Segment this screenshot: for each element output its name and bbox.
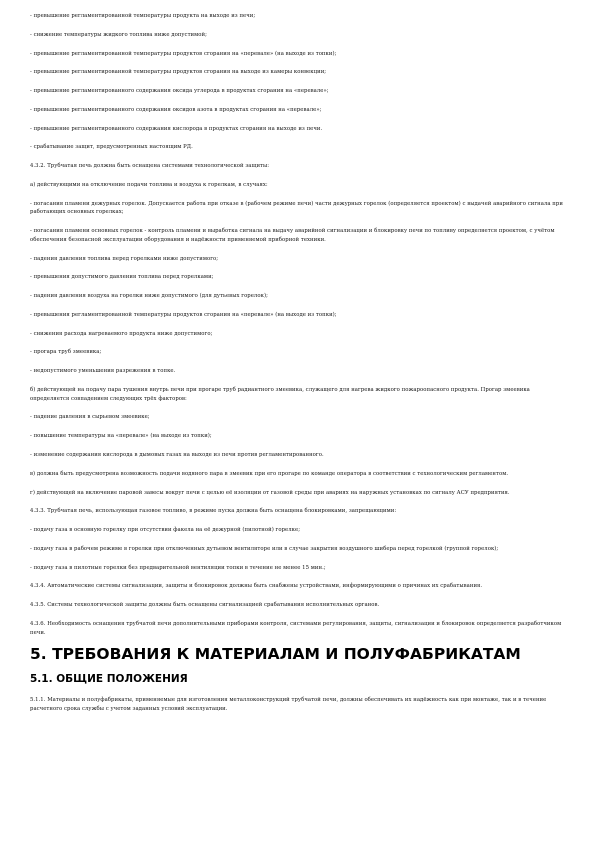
paragraph: - прогара труб змеевика; <box>30 349 102 356</box>
subsection-title: 5.1. ОБЩИЕ ПОЛОЖЕНИЯ <box>30 673 188 686</box>
paragraph: - превышение регламентированной температуры продуктов сгорания на «перевале» (на выходе из топки); <box>30 50 337 57</box>
paragraph: - подачу газа в основную горелку при отсутствии факела на её дежурной (пилотной) горелке; <box>30 527 301 534</box>
paragraph: в) должна быть предусмотрена возможность подачи водяного пара в змеевик при его прогаре по команде оператора в соответствии с технологическим регламентом. <box>30 470 509 477</box>
paragraph: - превышение регламентированного содержания оксидов азота в продуктах сгорания на «перевале»; <box>30 106 322 113</box>
paragraph: - превышения регламентированной температуры продуктов сгорания на «перевале» (на выходе из топки); <box>30 311 337 318</box>
paragraph: - подачу газа в пилотные горелки без предварительной вентиляции топки в течение не менее 15 мин.; <box>30 564 326 571</box>
paragraph: - снижение температуры жидкого топлива ниже допустимой; <box>30 31 207 38</box>
paragraph: - падения давления топлива перед горелками ниже допустимого; <box>30 255 219 262</box>
paragraph: - превышения допустимого давления топлива перед горелками; <box>30 274 214 281</box>
paragraph: - превышение регламентированного содержания оксида углерода в продуктах сгорания на «перевале»; <box>30 88 329 95</box>
paragraph: - превышение регламентированного содержания кислорода в продуктах сгорания на выходе из печи. <box>30 125 323 132</box>
paragraph: - срабатывание защит, предусмотренных настоящим РД. <box>30 144 193 151</box>
paragraph: 4.3.4. Автоматические системы сигнализации, защиты и блокировок должны быть снабжены устройствами, информирующими о причинах их срабатывания. <box>30 583 483 590</box>
paragraph: - падения давления воздуха на горелки ниже допустимого (для дутьевых горелок); <box>30 293 268 300</box>
paragraph: - снижения расхода нагреваемого продукта ниже допустимого; <box>30 330 213 337</box>
paragraph: 4.3.6. Необходимость оснащения трубчатой печи дополнительными приборами контроля, системами регулирования, защиты, сигнализации и блокировок определяется разработчиком печи. <box>30 621 562 636</box>
clause-heading: 4.3.3. Трубчатая печь, использующая газовое топливо, в режиме пуска должна быть оснащена блокировками, запрещающими: <box>30 508 397 515</box>
paragraph: б) действующей на подачу пара тушения внутрь печи при прогаре труб радиантного змеевика, служащего для нагрева жидкого пожароопасного продукта. Прогар змеевика определяется совпадением следующих трёх факторов: <box>30 387 530 402</box>
paragraph: - превышение регламентированной температуры продуктов сгорания на выходе из камеры конвекции; <box>30 69 327 76</box>
clause-heading: 4.3.2. Трубчатая печь должна быть оснащена системами технологической защиты: <box>30 163 270 170</box>
paragraph: - превышение регламентированной температуры продукта на выходе из печи; <box>30 13 256 19</box>
paragraph: 4.3.5. Системы технологической защиты должны быть оснащены сигнализацией срабатывания исполнительных органов. <box>30 602 380 609</box>
paragraph: - подачу газа в рабочем режиме в горелки при отключенных дутьевом вентиляторе или в случае закрытия воздушного шибера перед горелкой (группой горелок); <box>30 545 499 552</box>
paragraph: - изменение содержания кислорода в дымовых газах на выходе из печи против регламентированного. <box>30 451 324 458</box>
section-title: 5. ТРЕБОВАНИЯ К МАТЕРИАЛАМ И ПОЛУФАБРИКАТАМ <box>30 645 521 664</box>
paragraph: - погасания пламени дежурных горелок. Допускается работа при отказе в (рабочем режиме печи) части дежурных горелок (определяется проектом) с выдачей аварийного сигнала при работающих основных горелках; <box>30 200 563 216</box>
paragraph: а) действующими на отключение подачи топлива и воздуха к горелкам, в случаях: <box>30 182 268 189</box>
paragraph: - погасания пламени основных горелок - контроль пламени и выработка сигнала на выдачу аварийной сигнализации и блокировку печи по топливу определяется проектом, с учётом обеспечения безопасной эксплуатации оборудования и надёжности применяемой приборной техники. <box>30 228 555 243</box>
paragraph: - падение давления в сырьевом змеевике; <box>30 414 150 421</box>
paragraph: - недопустимого уменьшения разрежения в топке. <box>30 368 176 375</box>
paragraph: г) действующей на включение паровой завесы вокруг печи с целью её изоляции от газовой среды при авариях на наружных установках по сигналу АСУ предприятия. <box>30 489 510 496</box>
paragraph: - повышение температуры на «перевале» (на выходе из топки); <box>30 433 212 440</box>
final-paragraph: 5.1.1. Материалы и полуфабрикаты, применяемые для изготовления металлоконструкций трубчатой печи, должны обеспечивать их надёжность как при монтаже, так и в течение расчетного срока службы с учетом заданных условий эксплуатации. <box>30 697 547 712</box>
